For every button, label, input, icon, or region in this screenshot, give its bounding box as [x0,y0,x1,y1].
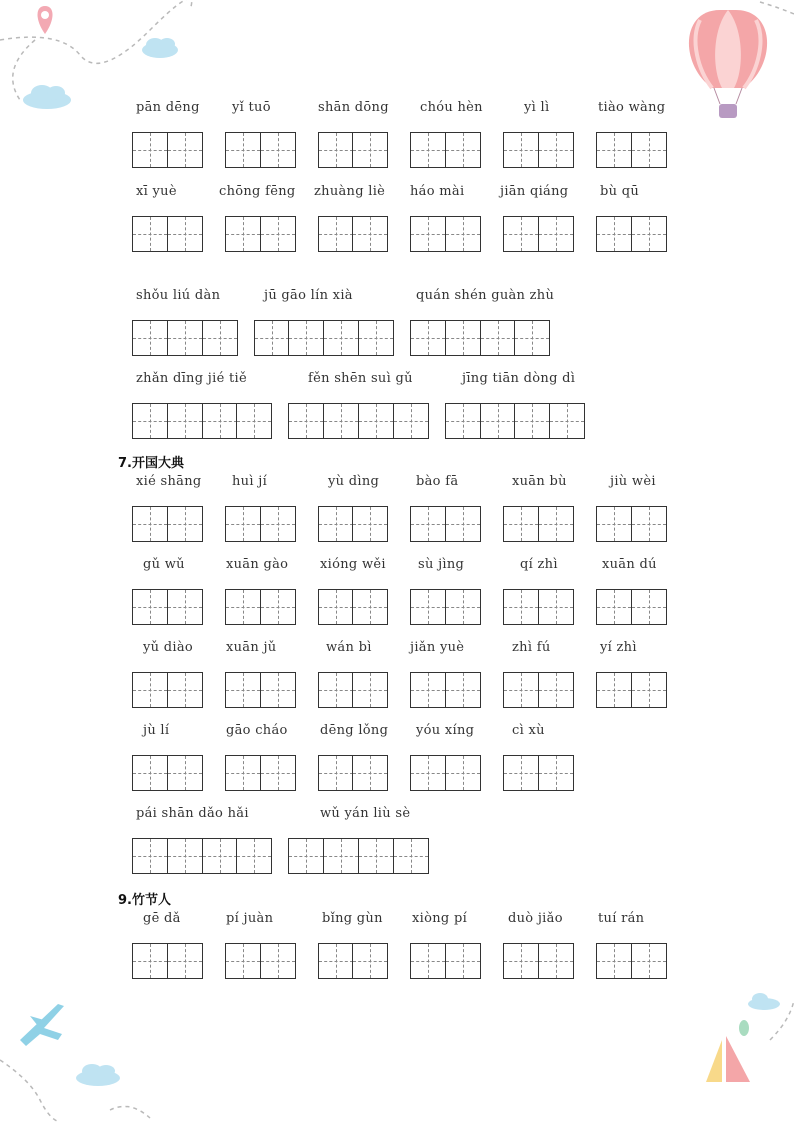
tian-zi-cell[interactable] [225,755,261,791]
pinyin-label: xuān bù [512,474,567,489]
writing-grid[interactable] [596,672,666,708]
writing-grid[interactable] [410,672,480,708]
tian-zi-cell[interactable] [167,943,203,979]
tian-zi-cell[interactable] [167,320,203,356]
tian-zi-cell[interactable] [538,589,574,625]
pinyin-label: qí zhì [520,557,558,572]
tian-zi-cell[interactable] [132,672,168,708]
tian-zi-cell[interactable] [358,838,394,874]
pinyin-label: shān dōng [318,100,389,115]
tian-zi-cell[interactable] [480,320,516,356]
writing-grid[interactable] [410,132,480,168]
tian-zi-cell[interactable] [480,403,516,439]
pinyin-label: cì xù [512,723,545,738]
tian-zi-cell[interactable] [503,216,539,252]
tian-zi-cell[interactable] [393,403,429,439]
tian-zi-cell[interactable] [538,755,574,791]
tian-zi-cell[interactable] [358,320,394,356]
pinyin-label: bǐng gùn [322,911,383,926]
tian-zi-cell[interactable] [596,132,632,168]
pinyin-label: jiān qiáng [500,184,569,199]
pinyin-label: pái shān dǎo hǎi [136,806,249,821]
tian-zi-cell[interactable] [352,672,388,708]
pinyin-label: tuí rán [598,911,645,926]
writing-grid[interactable] [410,755,480,791]
writing-grid[interactable] [318,506,388,542]
pinyin-label: yù dìng [328,474,380,489]
pinyin-label: xuān dú [602,557,657,572]
writing-grid[interactable] [132,672,202,708]
pinyin-label: jù lí [143,723,170,738]
writing-grid[interactable] [225,589,295,625]
writing-grid[interactable] [318,216,388,252]
writing-grid[interactable] [132,132,202,168]
tian-zi-cell[interactable] [631,943,667,979]
tian-zi-cell[interactable] [538,672,574,708]
tian-zi-cell[interactable] [352,216,388,252]
tian-zi-cell[interactable] [260,589,296,625]
pinyin-label: jīng tiān dòng dì [462,371,576,386]
tian-zi-cell[interactable] [132,403,168,439]
tian-zi-cell[interactable] [254,320,290,356]
pinyin-label: jū gāo lín xià [264,288,353,303]
pinyin-label: xuān jǔ [226,640,277,655]
writing-grid[interactable] [503,506,573,542]
writing-grid[interactable] [225,755,295,791]
tian-zi-cell[interactable] [352,132,388,168]
tian-zi-cell[interactable] [631,216,667,252]
pinyin-label: bào fā [416,474,459,489]
tian-zi-cell[interactable] [288,403,324,439]
writing-grid[interactable] [503,132,573,168]
tian-zi-cell[interactable] [445,320,481,356]
tian-zi-cell[interactable] [503,589,539,625]
tian-zi-cell[interactable] [538,943,574,979]
section-heading: 7.开国大典 [118,456,184,471]
tian-zi-cell[interactable] [410,216,446,252]
writing-grid[interactable] [596,943,666,979]
writing-grid[interactable] [410,589,480,625]
tian-zi-cell[interactable] [132,320,168,356]
tian-zi-cell[interactable] [445,216,481,252]
tian-zi-cell[interactable] [167,838,203,874]
pinyin-label: wǔ yán liù sè [320,806,411,821]
tian-zi-cell[interactable] [445,403,481,439]
writing-grid[interactable] [288,403,427,439]
pinyin-label: jiù wèi [610,474,656,489]
tian-zi-cell[interactable] [596,672,632,708]
tian-zi-cell[interactable] [631,132,667,168]
writing-grid[interactable] [410,943,480,979]
pinyin-label: jiǎn yuè [410,640,465,655]
tian-zi-cell[interactable] [549,403,585,439]
tian-zi-cell[interactable] [358,403,394,439]
writing-grid[interactable] [225,672,295,708]
tian-zi-cell[interactable] [631,672,667,708]
tian-zi-cell[interactable] [410,589,446,625]
tian-zi-cell[interactable] [410,506,446,542]
writing-grid[interactable] [503,589,573,625]
tian-zi-cell[interactable] [167,506,203,542]
writing-grid[interactable] [503,216,573,252]
tian-zi-cell[interactable] [514,403,550,439]
tian-zi-cell[interactable] [132,132,168,168]
pinyin-label: dēng lǒng [320,723,389,738]
tian-zi-cell[interactable] [236,838,272,874]
tian-zi-cell[interactable] [323,838,359,874]
tian-zi-cell[interactable] [538,216,574,252]
tian-zi-cell[interactable] [318,943,354,979]
pinyin-label: zhì fú [512,640,551,655]
tian-zi-cell[interactable] [323,320,359,356]
pinyin-label: pān dēng [136,100,200,115]
writing-grid[interactable] [225,132,295,168]
writing-grid[interactable] [318,943,388,979]
pinyin-label: yí zhì [600,640,637,655]
tian-zi-cell[interactable] [260,672,296,708]
writing-grid[interactable] [410,506,480,542]
tian-zi-cell[interactable] [318,506,354,542]
writing-grid[interactable] [132,838,271,874]
pinyin-label: háo mài [410,184,465,199]
tian-zi-cell[interactable] [318,216,354,252]
tian-zi-cell[interactable] [288,320,324,356]
pinyin-label: pí juàn [226,911,274,926]
tian-zi-cell[interactable] [445,589,481,625]
tian-zi-cell[interactable] [318,755,354,791]
tian-zi-cell[interactable] [260,132,296,168]
pinyin-label: huì jí [232,474,268,489]
pinyin-label: gǔ wǔ [143,557,185,572]
tian-zi-cell[interactable] [393,838,429,874]
pinyin-label: wán bì [326,640,372,655]
tian-zi-cell[interactable] [445,506,481,542]
pinyin-label: chōng fēng [219,184,296,199]
pinyin-label: xié shāng [136,474,202,489]
writing-grid[interactable] [503,755,573,791]
writing-grid[interactable] [596,132,666,168]
pinyin-label: yǐ tuō [232,100,271,115]
tian-zi-cell[interactable] [410,755,446,791]
pinyin-label: yì lì [524,100,550,115]
writing-grid[interactable] [254,320,393,356]
pinyin-label: gē dǎ [143,911,181,926]
tian-zi-cell[interactable] [410,320,446,356]
tian-zi-cell[interactable] [538,132,574,168]
tian-zi-cell[interactable] [631,589,667,625]
tian-zi-cell[interactable] [503,755,539,791]
tian-zi-cell[interactable] [260,943,296,979]
tian-zi-cell[interactable] [503,506,539,542]
tian-zi-cell[interactable] [225,943,261,979]
pinyin-label: xuān gào [226,557,289,572]
tian-zi-cell[interactable] [352,506,388,542]
pinyin-label: tiào wàng [598,100,666,115]
tian-zi-cell[interactable] [236,403,272,439]
tian-zi-cell[interactable] [445,672,481,708]
pinyin-label: chóu hèn [420,100,483,115]
tian-zi-cell[interactable] [167,216,203,252]
tian-zi-cell[interactable] [132,589,168,625]
writing-grid[interactable] [225,216,295,252]
pinyin-label: duò jiǎo [508,911,563,926]
writing-grid[interactable] [503,672,573,708]
tian-zi-cell[interactable] [225,132,261,168]
tian-zi-cell[interactable] [202,320,238,356]
tian-zi-cell[interactable] [596,506,632,542]
tian-zi-cell[interactable] [352,589,388,625]
pinyin-label: xióng wěi [320,557,386,572]
writing-grid[interactable] [132,755,202,791]
tian-zi-cell[interactable] [503,943,539,979]
pinyin-label: xī yuè [136,184,177,199]
tian-zi-cell[interactable] [167,132,203,168]
tian-zi-cell[interactable] [514,320,550,356]
tian-zi-cell[interactable] [225,216,261,252]
tian-zi-cell[interactable] [288,838,324,874]
tian-zi-cell[interactable] [318,132,354,168]
tian-zi-cell[interactable] [167,672,203,708]
writing-grid[interactable] [318,589,388,625]
tian-zi-cell[interactable] [596,216,632,252]
tian-zi-cell[interactable] [202,838,238,874]
pinyin-label: shǒu liú dàn [136,288,221,303]
pinyin-label: bù qū [600,184,640,199]
pinyin-label: xiòng pí [412,911,468,926]
tian-zi-cell[interactable] [445,755,481,791]
pinyin-label: quán shén guàn zhù [416,288,555,303]
pinyin-label: yǔ diào [143,640,194,655]
tian-zi-cell[interactable] [260,506,296,542]
writing-grid[interactable] [132,943,202,979]
writing-grid[interactable] [132,403,271,439]
tian-zi-cell[interactable] [167,589,203,625]
writing-grid[interactable] [445,403,584,439]
writing-grid[interactable] [596,216,666,252]
tian-zi-cell[interactable] [225,589,261,625]
tian-zi-cell[interactable] [132,943,168,979]
writing-grid[interactable] [132,320,236,356]
writing-grid[interactable] [596,506,666,542]
section-heading: 9.竹节人 [118,893,171,908]
tian-zi-cell[interactable] [132,838,168,874]
tian-zi-cell[interactable] [132,216,168,252]
pinyin-label: yóu xíng [416,723,475,738]
tian-zi-cell[interactable] [260,216,296,252]
tian-zi-cell[interactable] [410,132,446,168]
writing-grid[interactable] [503,943,573,979]
tian-zi-cell[interactable] [225,506,261,542]
tian-zi-cell[interactable] [445,943,481,979]
pinyin-label: gāo cháo [226,723,288,738]
tian-zi-cell[interactable] [323,403,359,439]
tian-zi-cell[interactable] [503,672,539,708]
writing-grid[interactable] [410,320,549,356]
pinyin-label: fěn shēn suì gǔ [308,371,413,386]
tian-zi-cell[interactable] [318,589,354,625]
tian-zi-cell[interactable] [503,132,539,168]
writing-grid[interactable] [410,216,480,252]
writing-grid[interactable] [318,672,388,708]
writing-grid[interactable] [132,216,202,252]
writing-grid[interactable] [288,838,427,874]
tian-zi-cell[interactable] [132,506,168,542]
tian-zi-cell[interactable] [445,132,481,168]
writing-grid[interactable] [318,132,388,168]
pinyin-label: zhǎn dīng jié tiě [136,371,247,386]
tian-zi-cell[interactable] [596,589,632,625]
tian-zi-cell[interactable] [352,943,388,979]
tian-zi-cell[interactable] [410,672,446,708]
pinyin-label: sù jìng [418,557,465,572]
tian-zi-cell[interactable] [225,672,261,708]
tian-zi-cell[interactable] [596,943,632,979]
tian-zi-cell[interactable] [538,506,574,542]
writing-grid[interactable] [225,943,295,979]
tian-zi-cell[interactable] [167,403,203,439]
tian-zi-cell[interactable] [410,943,446,979]
tian-zi-cell[interactable] [132,755,168,791]
pinyin-label: zhuàng liè [314,184,386,199]
writing-grid[interactable] [318,755,388,791]
writing-grid[interactable] [132,589,202,625]
tian-zi-cell[interactable] [631,506,667,542]
tian-zi-cell[interactable] [318,672,354,708]
tian-zi-cell[interactable] [167,755,203,791]
tian-zi-cell[interactable] [260,755,296,791]
writing-grid[interactable] [596,589,666,625]
tian-zi-cell[interactable] [202,403,238,439]
writing-grid[interactable] [132,506,202,542]
writing-grid[interactable] [225,506,295,542]
tian-zi-cell[interactable] [352,755,388,791]
